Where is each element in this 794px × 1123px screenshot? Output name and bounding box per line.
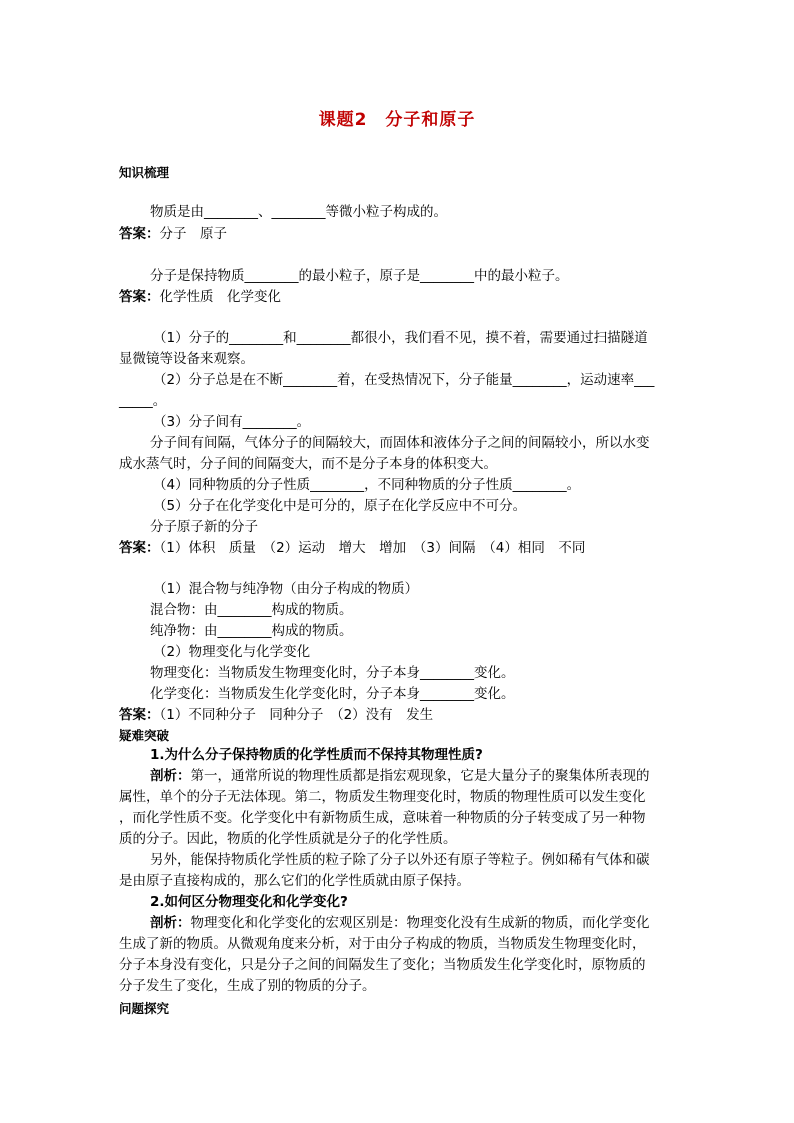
difficulty-1-line-1	[150, 766, 710, 787]
analysis-label: 剖析：	[150, 915, 191, 931]
section-heading-knowledge: 知识梳理	[119, 165, 170, 180]
question-3-line-2: 显微镜等设备来观察。	[119, 351, 254, 367]
answer-text: 分子 原子	[159, 226, 227, 242]
difficulty-2-line-1	[150, 913, 710, 934]
question-3-line-10: 分子原子新的分子	[150, 519, 258, 535]
difficulty-1-line-4: 质的分子。因此，物质的化学性质就是分子的化学性质。	[119, 831, 457, 847]
question-4-line-5: 物理变化：当物质发生物理变化时，分子本身________变化。	[150, 665, 515, 681]
question-3-line-7: 成水蒸气时，分子间的间隔变大，而不是分子本身的体积变大。	[119, 456, 497, 472]
answer-label: 答案：	[119, 540, 160, 556]
question-3-line-9: （5）分子在化学变化中是可分的，原子在化学反应中不可分。	[153, 498, 527, 514]
difficulty-1-question: 1.为什么分子保持物质的化学性质而不保持其物理性质?	[150, 747, 483, 763]
analysis-text: 物理变化和化学变化的宏观区别是：物理变化没有生成新的物质，而化学变化	[190, 915, 650, 931]
question-4-line-1: （1）混合物与纯净物（由分子构成的物质）	[153, 581, 419, 597]
difficulty-1-line-2: 属性，单个的分子无法体现。第二，物质发生物理变化时，物质的物理性质可以发生变化	[119, 789, 646, 805]
difficulty-1-line-5: 另外，能保持物质化学性质的粒子除了分子以外还有原子等粒子。例如稀有气体和碳	[150, 852, 650, 868]
question-3-line-3: （2）分子总是在不断________着，在受热情况下，分子能量________，运动速率___	[153, 372, 655, 388]
question-1: 物质是由________、________等微小粒子构成的。	[150, 204, 447, 220]
answer-label: 答案：	[119, 289, 160, 305]
question-4-line-4: （2）物理变化与化学变化	[153, 644, 311, 660]
answer-text: （1）体积 质量 （2）运动 增大 增加 （3）间隔 （4）相同 不同	[159, 540, 586, 556]
difficulty-1-line-3: ，而化学性质不变。化学变化中有新物质生成，意味着一种物质的分子转变成了另一种物	[119, 810, 646, 826]
section-heading-difficulties: 疑难突破	[119, 728, 170, 743]
answer-label: 答案：	[119, 707, 160, 723]
question-3-line-8: （4）同种物质的分子性质________，不同种物质的分子性质________。	[153, 477, 581, 493]
difficulty-2-line-3: 分子本身没有变化，只是分子之间的间隔发生了变化；当物质发生化学变化时，原物质的	[119, 957, 646, 973]
question-3-line-5: （3）分子间有________。	[153, 414, 311, 430]
difficulty-2-question: 2.如何区分物理变化和化学变化?	[150, 894, 348, 910]
answer-1	[119, 224, 679, 245]
answer-2	[119, 287, 679, 308]
question-4-line-2: 混合物：由________构成的物质。	[150, 602, 353, 618]
question-4-line-3: 纯净物：由________构成的物质。	[150, 623, 353, 639]
answer-4	[119, 705, 679, 726]
difficulty-2-line-4: 分子发生了变化，生成了别的物质的分子。	[119, 978, 376, 994]
section-heading-inquiry: 问题探究	[119, 1001, 170, 1016]
analysis-text: 第一，通常所说的物理性质都是指宏观现象，它是大量分子的聚集体所表现的	[190, 768, 650, 784]
answer-text: （1）不同种分子 同种分子 （2）没有 发生	[159, 707, 434, 723]
difficulty-1-line-6: 是由原子直接构成的，那么它们的化学性质就由原子保持。	[119, 873, 470, 889]
answer-text: 化学性质 化学变化	[159, 289, 281, 305]
answer-3	[119, 538, 679, 559]
difficulty-2-line-2: 生成了新的物质。从微观角度来分析，对于由分子构成的物质，当物质发生物理变化时，	[119, 936, 646, 952]
question-3-line-6: 分子间有间隔，气体分子的间隔较大，而固体和液体分子之间的间隔较小，所以水变	[150, 435, 650, 451]
answer-label: 答案：	[119, 226, 160, 242]
page-title: 课题2 分子和原子	[318, 110, 476, 130]
question-2: 分子是保持物质________的最小粒子，原子是________中的最小粒子。	[150, 268, 569, 284]
question-3-line-4: _____。	[119, 393, 167, 409]
question-4-line-6: 化学变化：当物质发生化学变化时，分子本身________变化。	[150, 686, 515, 702]
question-3-line-1: （1）分子的________和________都很小，我们看不见，摸不着，需要通过扫描隧道	[153, 330, 648, 346]
analysis-label: 剖析：	[150, 768, 191, 784]
